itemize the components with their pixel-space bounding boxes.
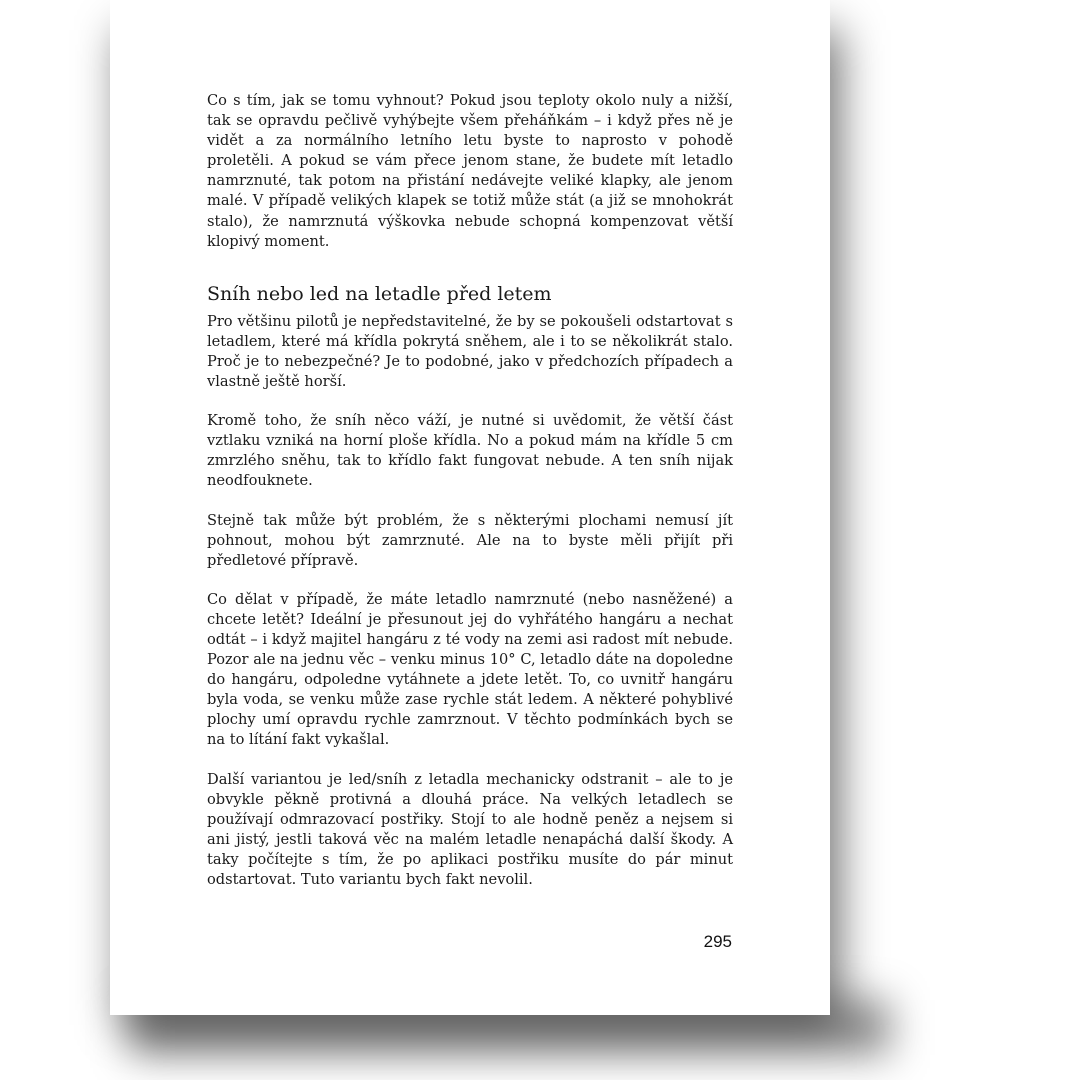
- section-heading: Sníh nebo led na letadle před letem: [207, 282, 552, 305]
- page-number: 295: [703, 932, 732, 951]
- book-page: [110, 0, 830, 1015]
- paragraph-4: Stejně tak může být problém, že s některými plochami nemusí jít pohnout, mohou být zamrznuté. Ale na to byste měli přijít při předletové přípravě.: [207, 511, 733, 569]
- paragraph-2: Pro většinu pilotů je nepředstavitelné, že by se pokoušeli odstartovat s letadlem, které má křídla pokrytá sněhem, ale i to se několikrát stalo. Proč je to nebezpečné? Je to podobné, jako v předchozích případech a vlastně ještě horší.: [207, 312, 733, 391]
- paragraph-5: Co dělat v případě, že máte letadlo namrznuté (nebo nasněžené) a chcete letět? Ideální je přesunout jej do vyhřátého hangáru a nechat odtát – i když majitel hangáru z té vody na zemi asi radost mít nebude. Pozor ale na jednu věc – venku minus 10° C, letadlo dáte na dopoledne do hangáru, odpoledne vytáhnete a jdete letět. To, co uvnitř hangáru byla voda, se venku může zase rychle stát ledem. A některé pohyblivé plochy umí opravdu rychle zamrznout. V těchto podmínkách bych se na to lítání fakt vykašlal.: [207, 590, 733, 749]
- paragraph-3: Kromě toho, že sníh něco váží, je nutné si uvědomit, že větší část vztlaku vzniká na horní ploše křídla. No a pokud mám na křídle 5 cm zmrzlého sněhu, tak to křídlo fakt fungovat nebude. A ten sníh nijak neodfouknete.: [207, 412, 733, 490]
- paragraph-6: Další variantou je led/sníh z letadla mechanicky odstranit – ale to je obvykle pěkně protivná a dlouhá práce. Na velkých letadlech se používají odmrazovací postřiky. Stojí to ale hodně peněz a nejsem si ani jistý, jestli taková věc na malém letadle nenapáchá další škody. A taky počítejte s tím, že po aplikaci postřiku musíte do pár minut odstartovat. Tuto variantu bych fakt nevolil.: [207, 770, 733, 888]
- page-content: [207, 91, 733, 890]
- paragraph-1: Co s tím, jak se tomu vyhnout? Pokud jsou teploty okolo nuly a nižší, tak se opravdu pečlivě vyhýbejte všem přeháňkám – i když přes ně je vidět a za normálního letního letu byste to naprosto v pohodě proletěli. A pokud se vám přece jenom stane, že budete mít letadlo namrznuté, tak potom na přistání nedávejte veliké klapky, ale jenom malé. V případě velikých klapek se totiž může stát (a již se mnohokrát stalo), že namrznutá výškovka nebude schopná kompenzovat větší klopivý moment.: [207, 92, 733, 250]
